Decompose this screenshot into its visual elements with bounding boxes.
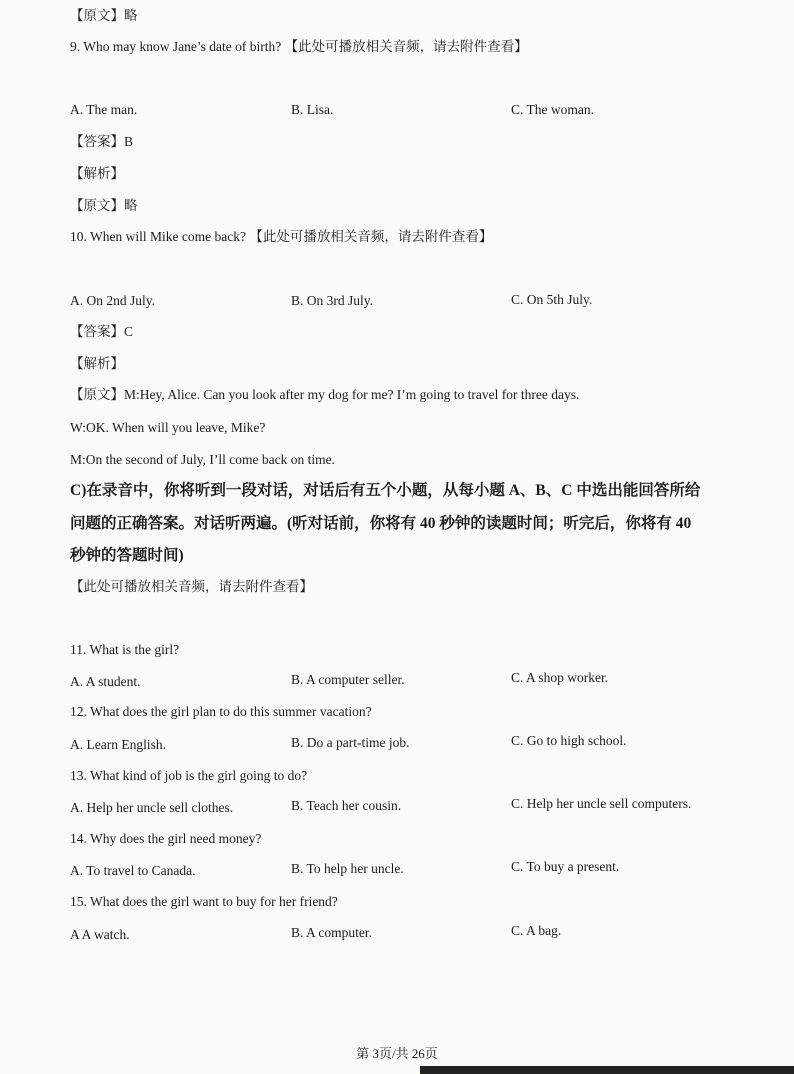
q11-option-c: C. A shop worker. [511,670,609,685]
q10-transcript-line: M:On the second of July, I’ll come back on time. [70,452,335,467]
q13-option-c: C. Help her uncle sell computers. [511,796,692,811]
q10-transcript-line: 【原文】M:Hey, Alice. Can you look after my dog for me? I’m going to travel for three days. [70,387,580,402]
q12-option-c: C. Go to high school. [511,733,627,748]
q9-analysis: 【解析】 [70,166,124,181]
section-c-instruction: 秒钟的答题时间) [70,547,184,564]
q10-option-b: B. On 3rd July. [291,293,374,308]
q15-option-b: B. A computer. [291,925,372,940]
q10-transcript-line: W:OK. When will you leave, Mike? [70,420,266,435]
scan-edge [420,1066,794,1074]
q11-option-a: A. A student. [70,674,141,689]
q9-option-c: C. The woman. [511,102,594,117]
question-15: 15. What does the girl want to buy for her friend? [70,894,338,909]
q14-option-b: B. To help her uncle. [291,861,404,876]
q10-option-c: C. On 5th July. [511,292,593,307]
q14-option-a: A. To travel to Canada. [70,863,196,878]
q15-option-a: A A watch. [70,927,130,942]
question-11: 11. What is the girl? [70,642,180,657]
audio-note: 【此处可播放相关音频，请去附件查看】 [70,579,313,594]
question-9: 9. Who may know Jane’s date of birth? 【此处可播放相关音频，请去附件查看】 [70,39,528,54]
q10-analysis: 【解析】 [70,356,124,371]
question-13: 13. What kind of job is the girl going to do? [70,768,308,783]
q9-transcript: 【原文】略 [70,198,138,213]
q15-option-c: C. A bag. [511,923,562,938]
q12-option-a: A. Learn English. [70,737,166,752]
q9-option-b: B. Lisa. [291,102,334,117]
question-12: 12. What does the girl plan to do this summer vacation? [70,704,372,719]
section-c-instruction: 问题的正确答案。对话听两遍。(听对话前，你将有 40 秒钟的读题时间；听完后，你将有 40 [70,515,692,532]
q12-option-b: B. Do a part-time job. [291,735,410,750]
page-number: 第 3页/共 26页 [356,1046,438,1061]
q11-option-b: B. A computer seller. [291,672,405,687]
q14-option-c: C. To buy a present. [511,859,620,874]
q9-answer: 【答案】B [70,134,134,149]
q10-answer: 【答案】C [70,324,134,339]
q10-option-a: A. On 2nd July. [70,293,156,308]
q9-option-a: A. The man. [70,102,138,117]
question-14: 14. Why does the girl need money? [70,831,262,846]
question-10: 10. When will Mike come back? 【此处可播放相关音频，请去附件查看】 [70,229,493,244]
q13-option-a: A. Help her uncle sell clothes. [70,800,234,815]
q13-option-b: B. Teach her cousin. [291,798,402,813]
transcript-line: 【原文】略 [70,8,138,23]
section-c-instruction: C)在录音中，你将听到一段对话，对话后有五个小题，从每小题 A、B、C 中选出能回答所给 [70,482,701,499]
